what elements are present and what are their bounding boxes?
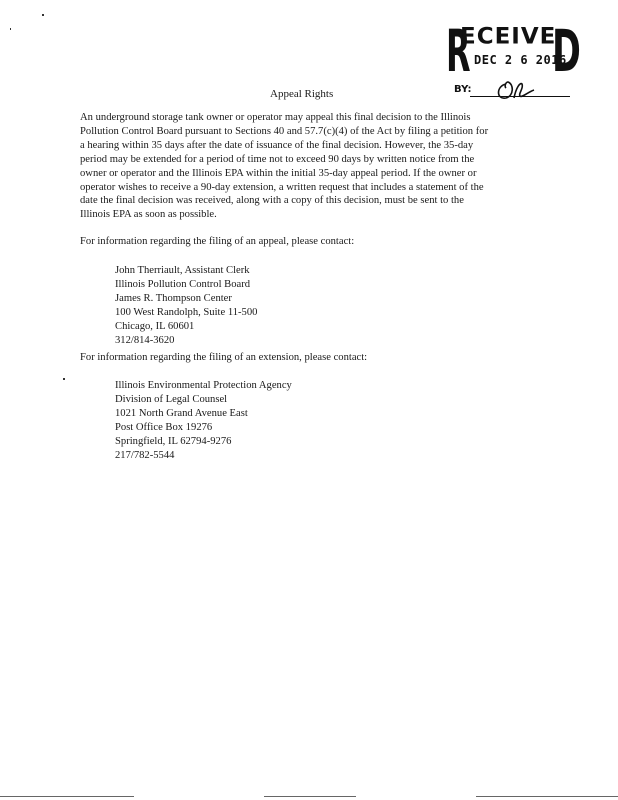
scan-edge-line [476, 796, 618, 797]
paragraph-line: operator wishes to receive a 90-day extension, a written request that includes a statement of the [80, 181, 484, 193]
signature-initials [492, 74, 538, 104]
paragraph-line: a hearing within 35 days after the date of issuance of the final decision. However, the 35-day [80, 139, 474, 151]
page-title: Appeal Rights [270, 88, 334, 100]
paragraph-line: date the final decision was received, along with a copy of this decision, must be sent to the [80, 195, 464, 207]
address-line: Chicago, IL 60601 [115, 320, 195, 332]
address-line: Springfield, IL 62794-9276 [115, 435, 232, 447]
stamp-letter-d: D [552, 17, 581, 85]
address-line: James R. Thompson Center [115, 292, 232, 304]
address-line: 100 West Randolph, Suite 11-500 [115, 306, 258, 318]
appeal-paragraph [80, 111, 530, 222]
paragraph-line: An underground storage tank owner or operator may appeal this final decision to the Illinois [80, 112, 471, 123]
received-stamp [440, 17, 581, 100]
stamp-date: DEC 2 6 2016 [474, 53, 567, 67]
address-line: John Therriault, Assistant Clerk [115, 265, 250, 276]
address-line: Post Office Box 19276 [115, 421, 213, 433]
scan-edge-line [264, 796, 356, 797]
address-line: 217/782-5544 [115, 449, 175, 461]
address-line: Illinois Environmental Protection Agency [115, 380, 292, 391]
stamp-letter-r: R [446, 17, 471, 85]
extension-contact-address [115, 379, 292, 462]
scan-speck [63, 378, 65, 380]
address-line: 1021 North Grand Avenue East [115, 407, 248, 419]
paragraph-line: Illinois EPA as soon as possible. [80, 209, 217, 221]
stamp-by-label: BY: [454, 84, 472, 95]
appeal-contact-intro: For information regarding the filing of an appeal, please contact: [80, 236, 355, 247]
paragraph-line: Pollution Control Board pursuant to Sections 40 and 57.7(c)(4) of the Act by filing a petition for [80, 125, 489, 137]
address-line: 312/814-3620 [115, 334, 175, 346]
scan-speck [42, 14, 44, 16]
appeal-contact-address [115, 264, 257, 347]
address-line: Illinois Pollution Control Board [115, 278, 251, 290]
scan-edge-line [0, 796, 134, 797]
scan-speck [10, 28, 11, 30]
address-line: Division of Legal Counsel [115, 393, 228, 405]
stamp-received-word: ECEIVE [460, 24, 557, 50]
paragraph-line: period may be extended for a period of time not to exceed 90 days by written notice from the [80, 153, 475, 165]
extension-contact-intro: For information regarding the filing of an extension, please contact: [80, 352, 368, 363]
paragraph-line: owner or operator and the Illinois EPA within the initial 35-day appeal period. If the owner or [80, 167, 477, 179]
